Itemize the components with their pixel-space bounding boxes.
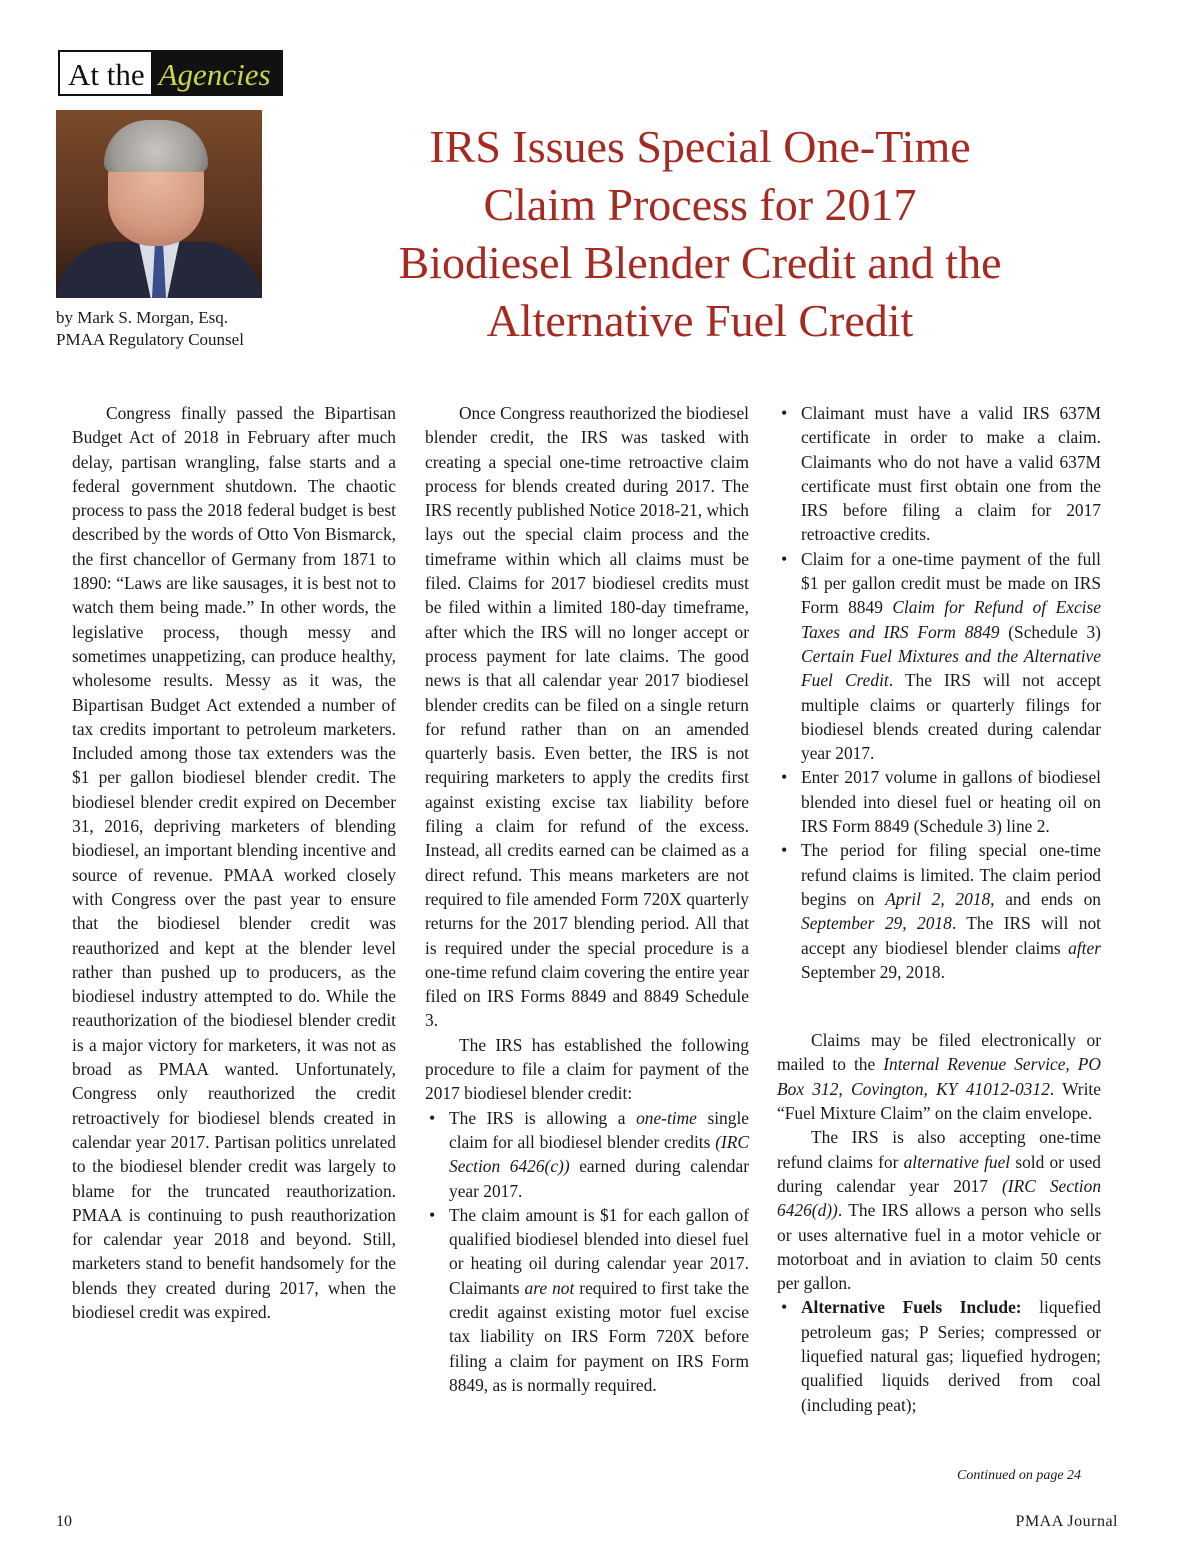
author-byline [56, 307, 244, 351]
author-name: by Mark S. Morgan, Esq. [56, 308, 229, 327]
paragraph-intro: Congress finally passed the Bipartisan Budget Act of 2018 in February after much delay, partisan wrangling, false starts and a federal government shutdown. The chaotic process to pass the 2018 federal budget is best described by the words of Otto Von Bismarck, the first chancellor of Germany from 1871 to 1890: “Laws are like sausages, it is best not to watch them being made.” In other words, the legislative process, though messy and sometimes unappetizing, can produce healthy, wholesome results. Messy as it was, the Bipartisan Budget Act extended a number of tax credits important to petroleum marketers. Included among those tax extenders was the $1 per gallon biodiesel blender credit. The biodiesel blender credit expired on December 31, 2016, depriving marketers of blending biodiesel, an important blending incentive and source of revenue. PMAA worked closely with Congress over the past year to ensure that the biodiesel blender credit was reauthorized and kept at the blender level rather than pushed up to producers, as the biodiesel industry attempted to do. While the reauthorization of the biodiesel blender credit is a major victory for marketers, it was not as broad as PMAA wanted. Unfortunately, Congress only reauthorized the credit retroactively for biodiesel blends created in calendar year 2017. Partisan politics unrelated to the biodiesel blender credit was largely to blame for the truncated reauthorization. PMAA is continuing to push reauthorization for calendar year 2018 and beyond. Still, marketers stand to benefit handsomely for the blends they created during 2017, when the biodiesel credit was expired. [72, 403, 396, 1322]
title-line-1: IRS Issues Special One-Time [429, 121, 971, 172]
author-title: PMAA Regulatory Counsel [56, 330, 244, 349]
list-item: • The claim amount is $1 for each gallon of qualified biodiesel blended into diesel fuel or heating oil during calendar year 2017. Claimants are not required to first take the credit against existing motor fuel excise tax liability on IRS Form 720X before filing a claim for payment on IRS Form 8849, as is normally required. [425, 1203, 749, 1397]
author-photo [56, 110, 262, 298]
list-item: • Claimant must have a valid IRS 637M certificate in order to make a claim. Claimants who do not have a valid 637M certificate must first obtain one from the IRS before filing a claim for 2017 retroactive credits. [777, 401, 1101, 547]
article-column-1 [72, 401, 396, 1324]
paragraph-alternative-fuel: The IRS is also accepting one-time refund claims for alternative fuel sold or used during calendar year 2017 (IRC Section 6426(d)). The IRS allows a person who sells or uses alternative fuel in a motor vehicle or motorboat and in aviation to claim 50 cents per gallon. [777, 1127, 1102, 1294]
list-item: • The IRS is allowing a one-time single claim for all biodiesel blender credits (IRC Section 6426(c)) earned during calendar year 2017. [425, 1106, 749, 1203]
section-label-secondary: Agencies [151, 52, 281, 94]
procedure-list-continued [777, 401, 1101, 984]
paragraph-mailing: Claims may be filed electronically or mailed to the Internal Revenue Service, PO Box 312, Covington, KY 41012-0312. Write “Fuel Mixture Claim” on the claim envelope. [777, 1030, 1101, 1124]
list-item: • Claim for a one-time payment of the full $1 per gallon credit must be made on IRS Form 8849 Claim for Refund of Excise Taxes and IRS Form 8849 (Schedule 3) Certain Fuel Mixtures and the Alternative Fuel Credit. The IRS will not accept multiple claims or quarterly filings for biodiesel blends created during calendar year 2017. [777, 547, 1101, 766]
title-line-3: Biodiesel Blender Credit and the [398, 237, 1002, 288]
article-column-3 [777, 401, 1101, 1417]
list-item: • Alternative Fuels Include: liquefied petroleum gas; P Series; compressed or liquefied natural gas; liquefied hydrogen; qualified liquids derived from coal (including peat); [777, 1295, 1101, 1416]
page-number: 10 [56, 1513, 72, 1530]
article-title [320, 118, 1080, 350]
section-label-primary: At the [60, 52, 151, 94]
title-line-2: Claim Process for 2017 [483, 179, 917, 230]
article-column-2 [425, 401, 749, 1397]
alternative-fuels-list [777, 1295, 1101, 1416]
journal-name: PMAA Journal [1015, 1513, 1118, 1530]
section-badge [58, 50, 283, 96]
procedure-list [425, 1106, 749, 1398]
list-item: • Enter 2017 volume in gallons of biodiesel blended into diesel fuel or heating oil on IRS Form 8849 (Schedule 3) line 2. [777, 765, 1101, 838]
paragraph-procedure: The IRS has established the following procedure to file a claim for payment of the 2017 biodiesel blender credit: [425, 1034, 749, 1104]
title-line-4: Alternative Fuel Credit [486, 295, 914, 346]
list-item: • The period for filing special one-time refund claims is limited. The claim period begins on April 2, 2018, and ends on September 29, 2018. The IRS will not accept any biodiesel blender claims after September 29, 2018. [777, 838, 1101, 984]
continued-note: Continued on page 24 [957, 1468, 1082, 1483]
paragraph-reauthorization: Once Congress reauthorized the biodiesel blender credit, the IRS was tasked with creating a special one-time retroactive claim process for blends created during 2017. The IRS recently published Notice 2018-21, which lays out the special claim process and the timeframe within which all claims must be filed. Claims for 2017 biodiesel credits must be filed within a limited 180-day timeframe, after which the IRS will no longer accept or process payment for late claims. The good news is that all calendar year 2017 biodiesel blender credits can be filed on a single return for refund rather than on an amended quarterly basis. Even better, the IRS is not requiring marketers to apply the credits first against existing excise tax liability before filing a claim for refund of the excess. Instead, all credits earned can be claimed as a direct refund. This means marketers are not required to file amended Form 720X quarterly returns for the 2017 blending period. All that is required under the special procedure is a one-time refund claim covering the entire year filed on IRS Forms 8849 and 8849 Schedule 3. [425, 403, 749, 1031]
